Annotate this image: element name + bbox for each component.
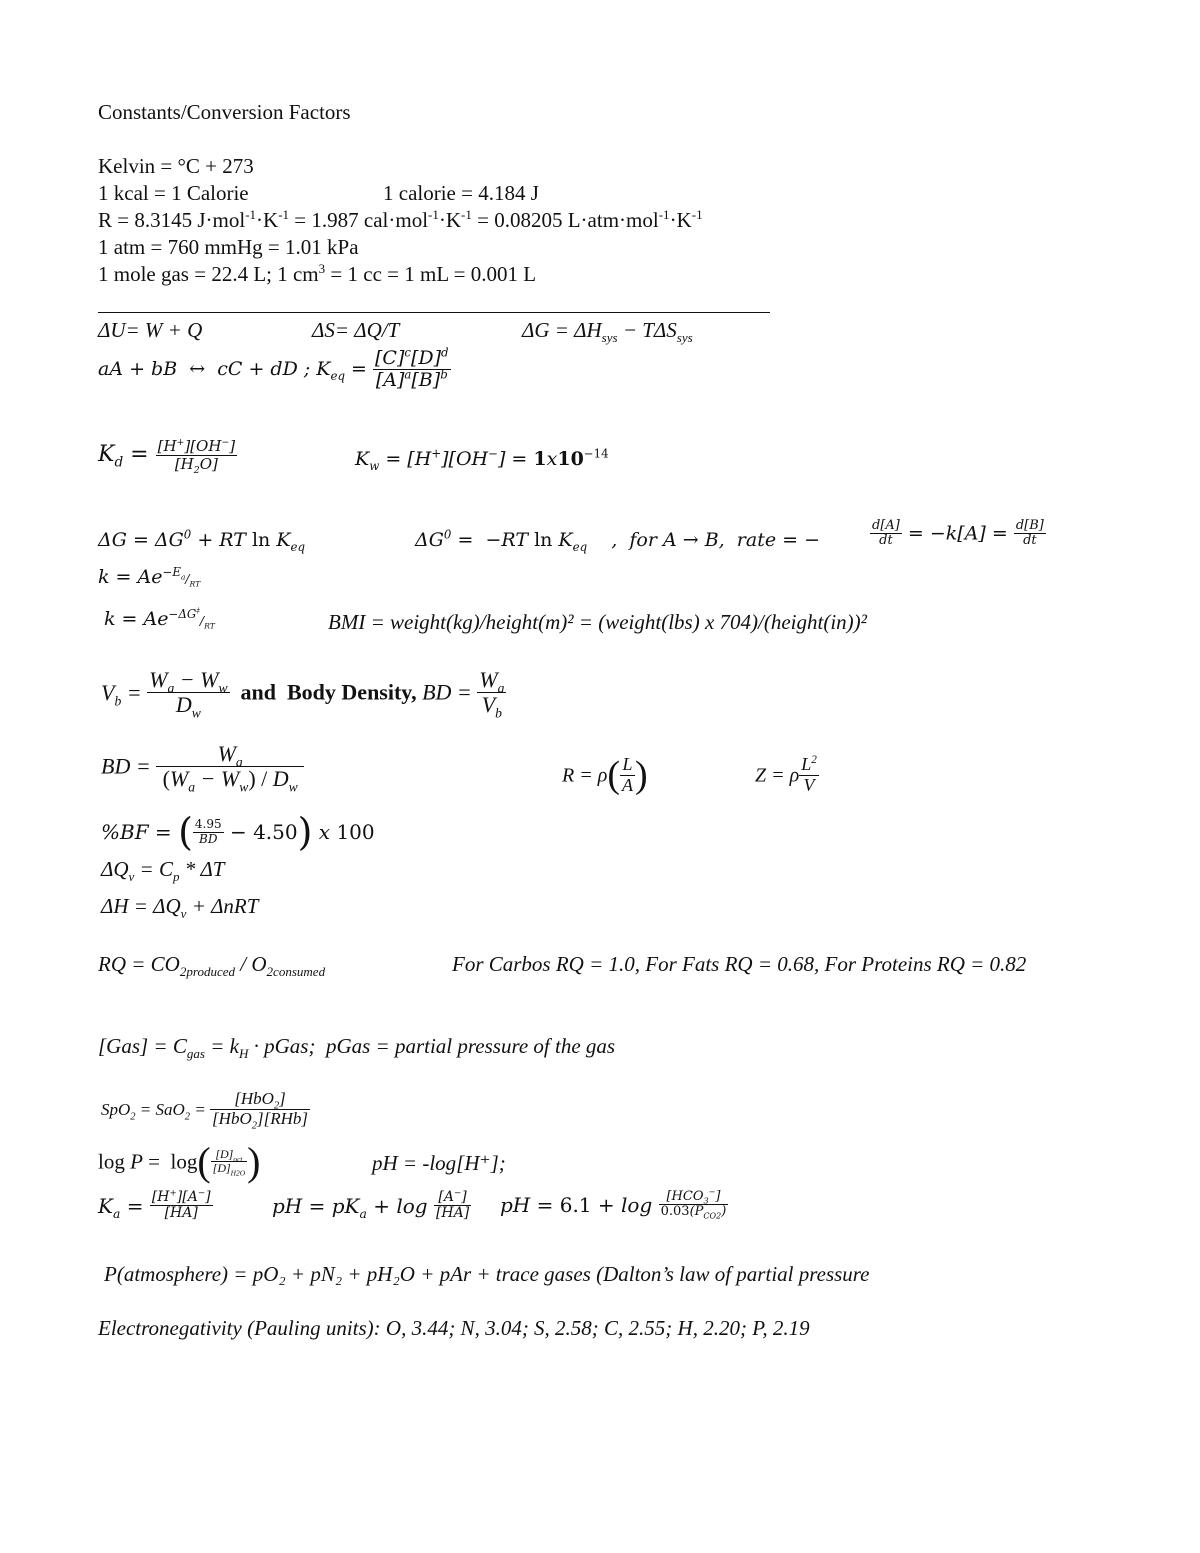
mole-gas-volume: 1 mole gas = 22.4 L; 1 $cm^3 = 1$ cc = 1 mL = 0.001 L <box>98 261 537 286</box>
gibbs-equation: $\Delta G = \Delta H_{sys} - T\Delta S_{sys}$ <box>522 318 693 346</box>
calorie-conversion: 1 calorie = 4.184 J <box>383 181 539 205</box>
ph-definition: pH = -log[H⁺]; <box>372 1151 506 1175</box>
heat-capacity-equation: $\Delta Q_v = C_p * \Delta T$ <box>101 857 225 885</box>
henrys-law-equation: $[Gas] = C_{gas} = k_H$ · pGas; pGas = partial pressure of the gas <box>98 1034 616 1062</box>
henderson-hasselbalch-equation: pH = $pK_a + \log$ $\frac{[A^-]}{[HA]}$ <box>272 1188 470 1222</box>
entropy-equation: ΔS= ΔQ/T <box>312 318 400 342</box>
bmi-formula: BMI = weight(kg)/height(m)² = (weight(lbs) x 704)/(height(in))² <box>328 610 867 634</box>
first-law-equation: ΔU= W + Q <box>98 318 203 342</box>
standard-free-energy-equation: $\Delta G^0 = -RT$ $\ln K_{eq}$ , for A → B, rate = − <box>415 527 821 554</box>
respiratory-quotient-values: For Carbos RQ = 1.0, For Fats RQ = 0.68, For Proteins RQ = 0.82 <box>452 952 1027 976</box>
eyring-equation: $k = Ae^{-\Delta G^\ddagger}/_{RT}$ <box>104 605 215 631</box>
oxygen-saturation-equation: SpO$_2$ = SaO$_2$ = $\frac{[HbO_2]}{[HbO_2][RHb]}$ <box>101 1089 308 1132</box>
page-title: Constants/Conversion Factors <box>98 100 351 124</box>
arrhenius-equation: $k = Ae^{-E_a}/_{RT}$ <box>98 564 201 589</box>
body-density-equation: BD = $\frac{W_a}{(W_a - W_w) / D_w}$ <box>101 742 304 791</box>
acid-dissociation-equation: $K_a$ = $\frac{[H^+][A^-]}{[HA]}$ <box>98 1188 211 1222</box>
body-volume-equation: $V_b$ = $\frac{W_a - W_w}{D_w}$ and Body Density, BD = $\frac{W_a}{V_b}$ <box>101 667 505 721</box>
rate-law-equation: $\frac{d[A]}{dt}$ = −k[A] = $\frac{d[B]}{dt}$ <box>872 518 1044 549</box>
gas-constant: R = 8.3145 $J\cdot mol^{-1}\cdot K^{-1} = 1.987$ $cal\cdot mol^{-1}\cdot K^{-1} = 0.08205$ $L\cdot atm\cdot mol^{-1}\cdot K^{-1}$ <box>98 207 703 232</box>
bicarbonate-ph-equation: pH = 6.1 + log $\frac{[HCO_3^-]}{0.03(P_{CO2})}$ <box>500 1187 727 1221</box>
respiratory-quotient-equation: RQ = $CO_{2produced} / O_{2consumed}$ <box>98 952 326 980</box>
log-partition-equation: log P = log( $\frac{[D]_{oct}}{[D]_{H2O}}$ ) <box>98 1139 261 1184</box>
daltons-law-equation: P(atmosphere) = pO₂ + pN₂ + pH₂O + pAr + trace gases (Dalton’s law of partial pressure <box>104 1262 870 1286</box>
percent-body-fat-equation: %BF = ( $\frac{4.95}{BD}$ − 4.50) x 100 <box>101 810 375 854</box>
electronegativity-values: Electronegativity (Pauling units): O, 3.44; N, 3.04; S, 2.58; C, 2.55; H, 2.20; P, 2.19 <box>98 1316 810 1340</box>
impedance-equation: Z = ρ $\frac{L^2}{V}$ <box>755 754 817 795</box>
water-ion-product-equation: $K_w = [H^+][OH^-] = 1x10^{-14}$ <box>355 446 609 473</box>
equilibrium-constant-equation: aA + bB ↔ cC + dD ; $K_{eq}$ = $\frac{[C]^c[D]^d}{[A]^a[B]^b}$ <box>98 345 449 391</box>
atm-conversion: 1 atm = 760 mmHg = 1.01 kPa <box>98 235 359 259</box>
enthalpy-equation: $\Delta H = \Delta Q_v + \Delta nRT$ <box>101 894 259 922</box>
free-energy-equation: $\Delta G = \Delta G^0$ + RT $\ln K_{eq}$ <box>98 527 306 554</box>
kcal-conversion: 1 kcal = 1 Calorie <box>98 181 249 205</box>
resistance-equation: R = ρ( $\frac{L}{A}$ ) <box>562 754 648 797</box>
section-divider <box>98 312 770 313</box>
dissociation-constant-equation: $K_d$ = $\frac{[H^+][OH^-]}{[H_2O]}$ <box>98 437 236 476</box>
kelvin-conversion: Kelvin = °C + 273 <box>98 154 254 178</box>
